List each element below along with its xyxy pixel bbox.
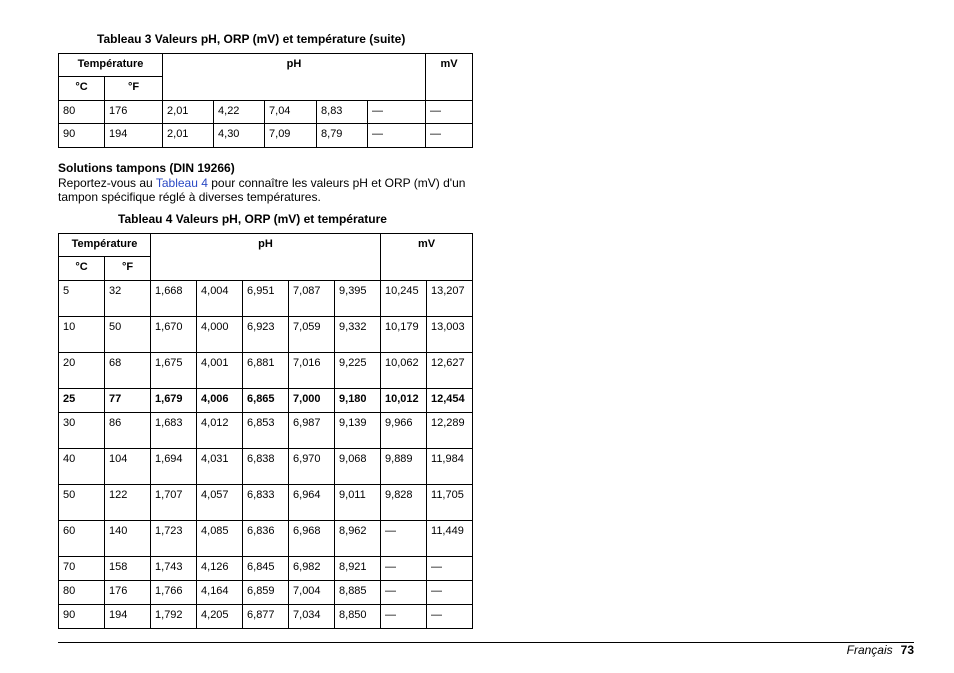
table4-cell: 4,000 xyxy=(197,317,243,353)
table3 xyxy=(58,53,473,148)
table3-row xyxy=(59,101,473,124)
table4-cell: 4,164 xyxy=(197,581,243,605)
page-footer xyxy=(847,643,914,657)
table4-cell: 4,205 xyxy=(197,605,243,629)
table3-cell: 80 xyxy=(59,101,105,124)
table4-cell: 6,982 xyxy=(289,557,335,581)
table3-cell: — xyxy=(368,124,426,148)
table4-cell: 4,085 xyxy=(197,521,243,557)
table4-cell: 12,454 xyxy=(427,389,473,413)
table4-cell: 122 xyxy=(105,485,151,521)
table4-cell: 4,004 xyxy=(197,281,243,317)
table4-header-temperature: Température xyxy=(59,234,151,257)
table4-cell: 1,723 xyxy=(151,521,197,557)
table4-cell: 1,668 xyxy=(151,281,197,317)
table4-row xyxy=(59,485,473,521)
table4-cell: — xyxy=(381,605,427,629)
table4-cell: 1,792 xyxy=(151,605,197,629)
table4-cell: — xyxy=(427,581,473,605)
buffer-section xyxy=(58,161,488,205)
table4-row xyxy=(59,581,473,605)
table4-cell: 6,853 xyxy=(243,413,289,449)
table4-row xyxy=(59,521,473,557)
table4-cell: 20 xyxy=(59,353,105,389)
table4-cell: 6,865 xyxy=(243,389,289,413)
table4-cell: 6,845 xyxy=(243,557,289,581)
table3-cell: 7,04 xyxy=(265,101,317,124)
table4-row xyxy=(59,389,473,413)
table3-cell: 2,01 xyxy=(163,101,214,124)
table3-row xyxy=(59,124,473,148)
table4-cell: 9,828 xyxy=(381,485,427,521)
table4-header-ph: pH xyxy=(151,234,381,281)
table3-header-mv: mV xyxy=(426,54,473,101)
table4-header-mv: mV xyxy=(381,234,473,281)
table4-cell: 13,003 xyxy=(427,317,473,353)
table4-cell: 50 xyxy=(59,485,105,521)
table4-cell: 158 xyxy=(105,557,151,581)
table4-cell: 10,012 xyxy=(381,389,427,413)
table4-cell: 11,984 xyxy=(427,449,473,485)
table4-cell: 70 xyxy=(59,557,105,581)
table4-row xyxy=(59,557,473,581)
table4-cell: 7,059 xyxy=(289,317,335,353)
table3-cell: 2,01 xyxy=(163,124,214,148)
table4-cell: 11,705 xyxy=(427,485,473,521)
table4-cell: 32 xyxy=(105,281,151,317)
table4-cell: 9,889 xyxy=(381,449,427,485)
section-text-end: pour connaître les valeurs pH et ORP (mV) d'un tampon spécifique réglé à diverses températures. xyxy=(58,175,466,204)
table4-cell: 4,126 xyxy=(197,557,243,581)
table4-header-celsius: °C xyxy=(59,257,105,281)
table4-cell: 104 xyxy=(105,449,151,485)
table4-cell: 4,001 xyxy=(197,353,243,389)
table4-cell: 13,207 xyxy=(427,281,473,317)
table4-cell: 1,679 xyxy=(151,389,197,413)
table4-cell: 6,987 xyxy=(289,413,335,449)
table4-cell: 6,923 xyxy=(243,317,289,353)
table4-cell: — xyxy=(381,521,427,557)
table4-cell: 8,921 xyxy=(335,557,381,581)
table4-cell: 8,885 xyxy=(335,581,381,605)
table4-cell: 7,016 xyxy=(289,353,335,389)
table4 xyxy=(58,233,473,629)
table4-cell: 10,062 xyxy=(381,353,427,389)
table3-caption: Tableau 3 Valeurs pH, ORP (mV) et température (suite) xyxy=(97,32,406,46)
table4-cell: 7,087 xyxy=(289,281,335,317)
table4-cell: 6,951 xyxy=(243,281,289,317)
table4-cell: 1,670 xyxy=(151,317,197,353)
footer-language: Français xyxy=(846,643,893,657)
table3-header-temperature: Température xyxy=(59,54,163,77)
table4-cell: 77 xyxy=(105,389,151,413)
table4-cell: 1,707 xyxy=(151,485,197,521)
table4-cell: 9,139 xyxy=(335,413,381,449)
table4-cell: 6,859 xyxy=(243,581,289,605)
table4-cell: 9,966 xyxy=(381,413,427,449)
table4-cell: 12,627 xyxy=(427,353,473,389)
table4-cell: 4,006 xyxy=(197,389,243,413)
table3-header-ph: pH xyxy=(163,54,426,101)
table4-cell: 4,057 xyxy=(197,485,243,521)
table4-cell: 9,225 xyxy=(335,353,381,389)
table4-cell: 6,877 xyxy=(243,605,289,629)
table4-cell: — xyxy=(381,581,427,605)
table4-cell: 9,332 xyxy=(335,317,381,353)
table4-cell: 140 xyxy=(105,521,151,557)
table4-cell: 80 xyxy=(59,581,105,605)
table4-cell: 10 xyxy=(59,317,105,353)
table4-row xyxy=(59,353,473,389)
table3-cell: 4,22 xyxy=(214,101,265,124)
table4-cell: 40 xyxy=(59,449,105,485)
table3-cell: 7,09 xyxy=(265,124,317,148)
section-body xyxy=(58,176,488,205)
table4-cell: 7,000 xyxy=(289,389,335,413)
table4-cell: 6,833 xyxy=(243,485,289,521)
table4-cell: 9,395 xyxy=(335,281,381,317)
table4-link[interactable]: Tableau 4 xyxy=(155,175,208,190)
table4-cell: 60 xyxy=(59,521,105,557)
table4-cell: — xyxy=(427,557,473,581)
table4-cell: — xyxy=(381,557,427,581)
table3-cell: 194 xyxy=(105,124,163,148)
footer-rule xyxy=(58,642,914,643)
table3-cell: — xyxy=(426,124,473,148)
table4-cell: 6,970 xyxy=(289,449,335,485)
table3-cell: 90 xyxy=(59,124,105,148)
table4-row xyxy=(59,317,473,353)
table3-cell: 8,83 xyxy=(317,101,368,124)
table4-cell: 1,743 xyxy=(151,557,197,581)
table4-row xyxy=(59,605,473,629)
table4-cell: 4,031 xyxy=(197,449,243,485)
table3-cell: — xyxy=(426,101,473,124)
table4-cell: 1,683 xyxy=(151,413,197,449)
table4-cell: 1,766 xyxy=(151,581,197,605)
table4-cell: 9,068 xyxy=(335,449,381,485)
table4-row xyxy=(59,413,473,449)
section-text-start: Reportez-vous au xyxy=(58,175,156,190)
table4-cell: 6,968 xyxy=(289,521,335,557)
table4-cell: 1,694 xyxy=(151,449,197,485)
table4-cell: 30 xyxy=(59,413,105,449)
table4-cell: 9,180 xyxy=(335,389,381,413)
table4-cell: 6,838 xyxy=(243,449,289,485)
table4-cell: 25 xyxy=(59,389,105,413)
table4-cell: 7,034 xyxy=(289,605,335,629)
table4-cell: 8,962 xyxy=(335,521,381,557)
table4-cell: 10,179 xyxy=(381,317,427,353)
table4-cell: 6,836 xyxy=(243,521,289,557)
table4-cell: 90 xyxy=(59,605,105,629)
table4-cell: — xyxy=(427,605,473,629)
table4-cell: 50 xyxy=(105,317,151,353)
table4-caption: Tableau 4 Valeurs pH, ORP (mV) et température xyxy=(118,212,387,226)
table3-header-fahrenheit: °F xyxy=(105,77,163,101)
table4-cell: 4,012 xyxy=(197,413,243,449)
table4-cell: 176 xyxy=(105,581,151,605)
table3-cell: — xyxy=(368,101,426,124)
table3-cell: 4,30 xyxy=(214,124,265,148)
table4-cell: 68 xyxy=(105,353,151,389)
table4-row xyxy=(59,281,473,317)
section-title: Solutions tampons (DIN 19266) xyxy=(58,161,235,175)
table4-cell: 12,289 xyxy=(427,413,473,449)
table3-cell: 8,79 xyxy=(317,124,368,148)
table4-cell: 194 xyxy=(105,605,151,629)
table4-cell: 6,881 xyxy=(243,353,289,389)
page-number: 73 xyxy=(900,643,914,657)
table4-cell: 8,850 xyxy=(335,605,381,629)
table4-cell: 86 xyxy=(105,413,151,449)
table4-cell: 7,004 xyxy=(289,581,335,605)
table4-header-fahrenheit: °F xyxy=(105,257,151,281)
table4-cell: 5 xyxy=(59,281,105,317)
table4-cell: 10,245 xyxy=(381,281,427,317)
table4-cell: 11,449 xyxy=(427,521,473,557)
table4-cell: 1,675 xyxy=(151,353,197,389)
table3-header-celsius: °C xyxy=(59,77,105,101)
table4-cell: 9,011 xyxy=(335,485,381,521)
table3-cell: 176 xyxy=(105,101,163,124)
table4-cell: 6,964 xyxy=(289,485,335,521)
table4-row xyxy=(59,449,473,485)
